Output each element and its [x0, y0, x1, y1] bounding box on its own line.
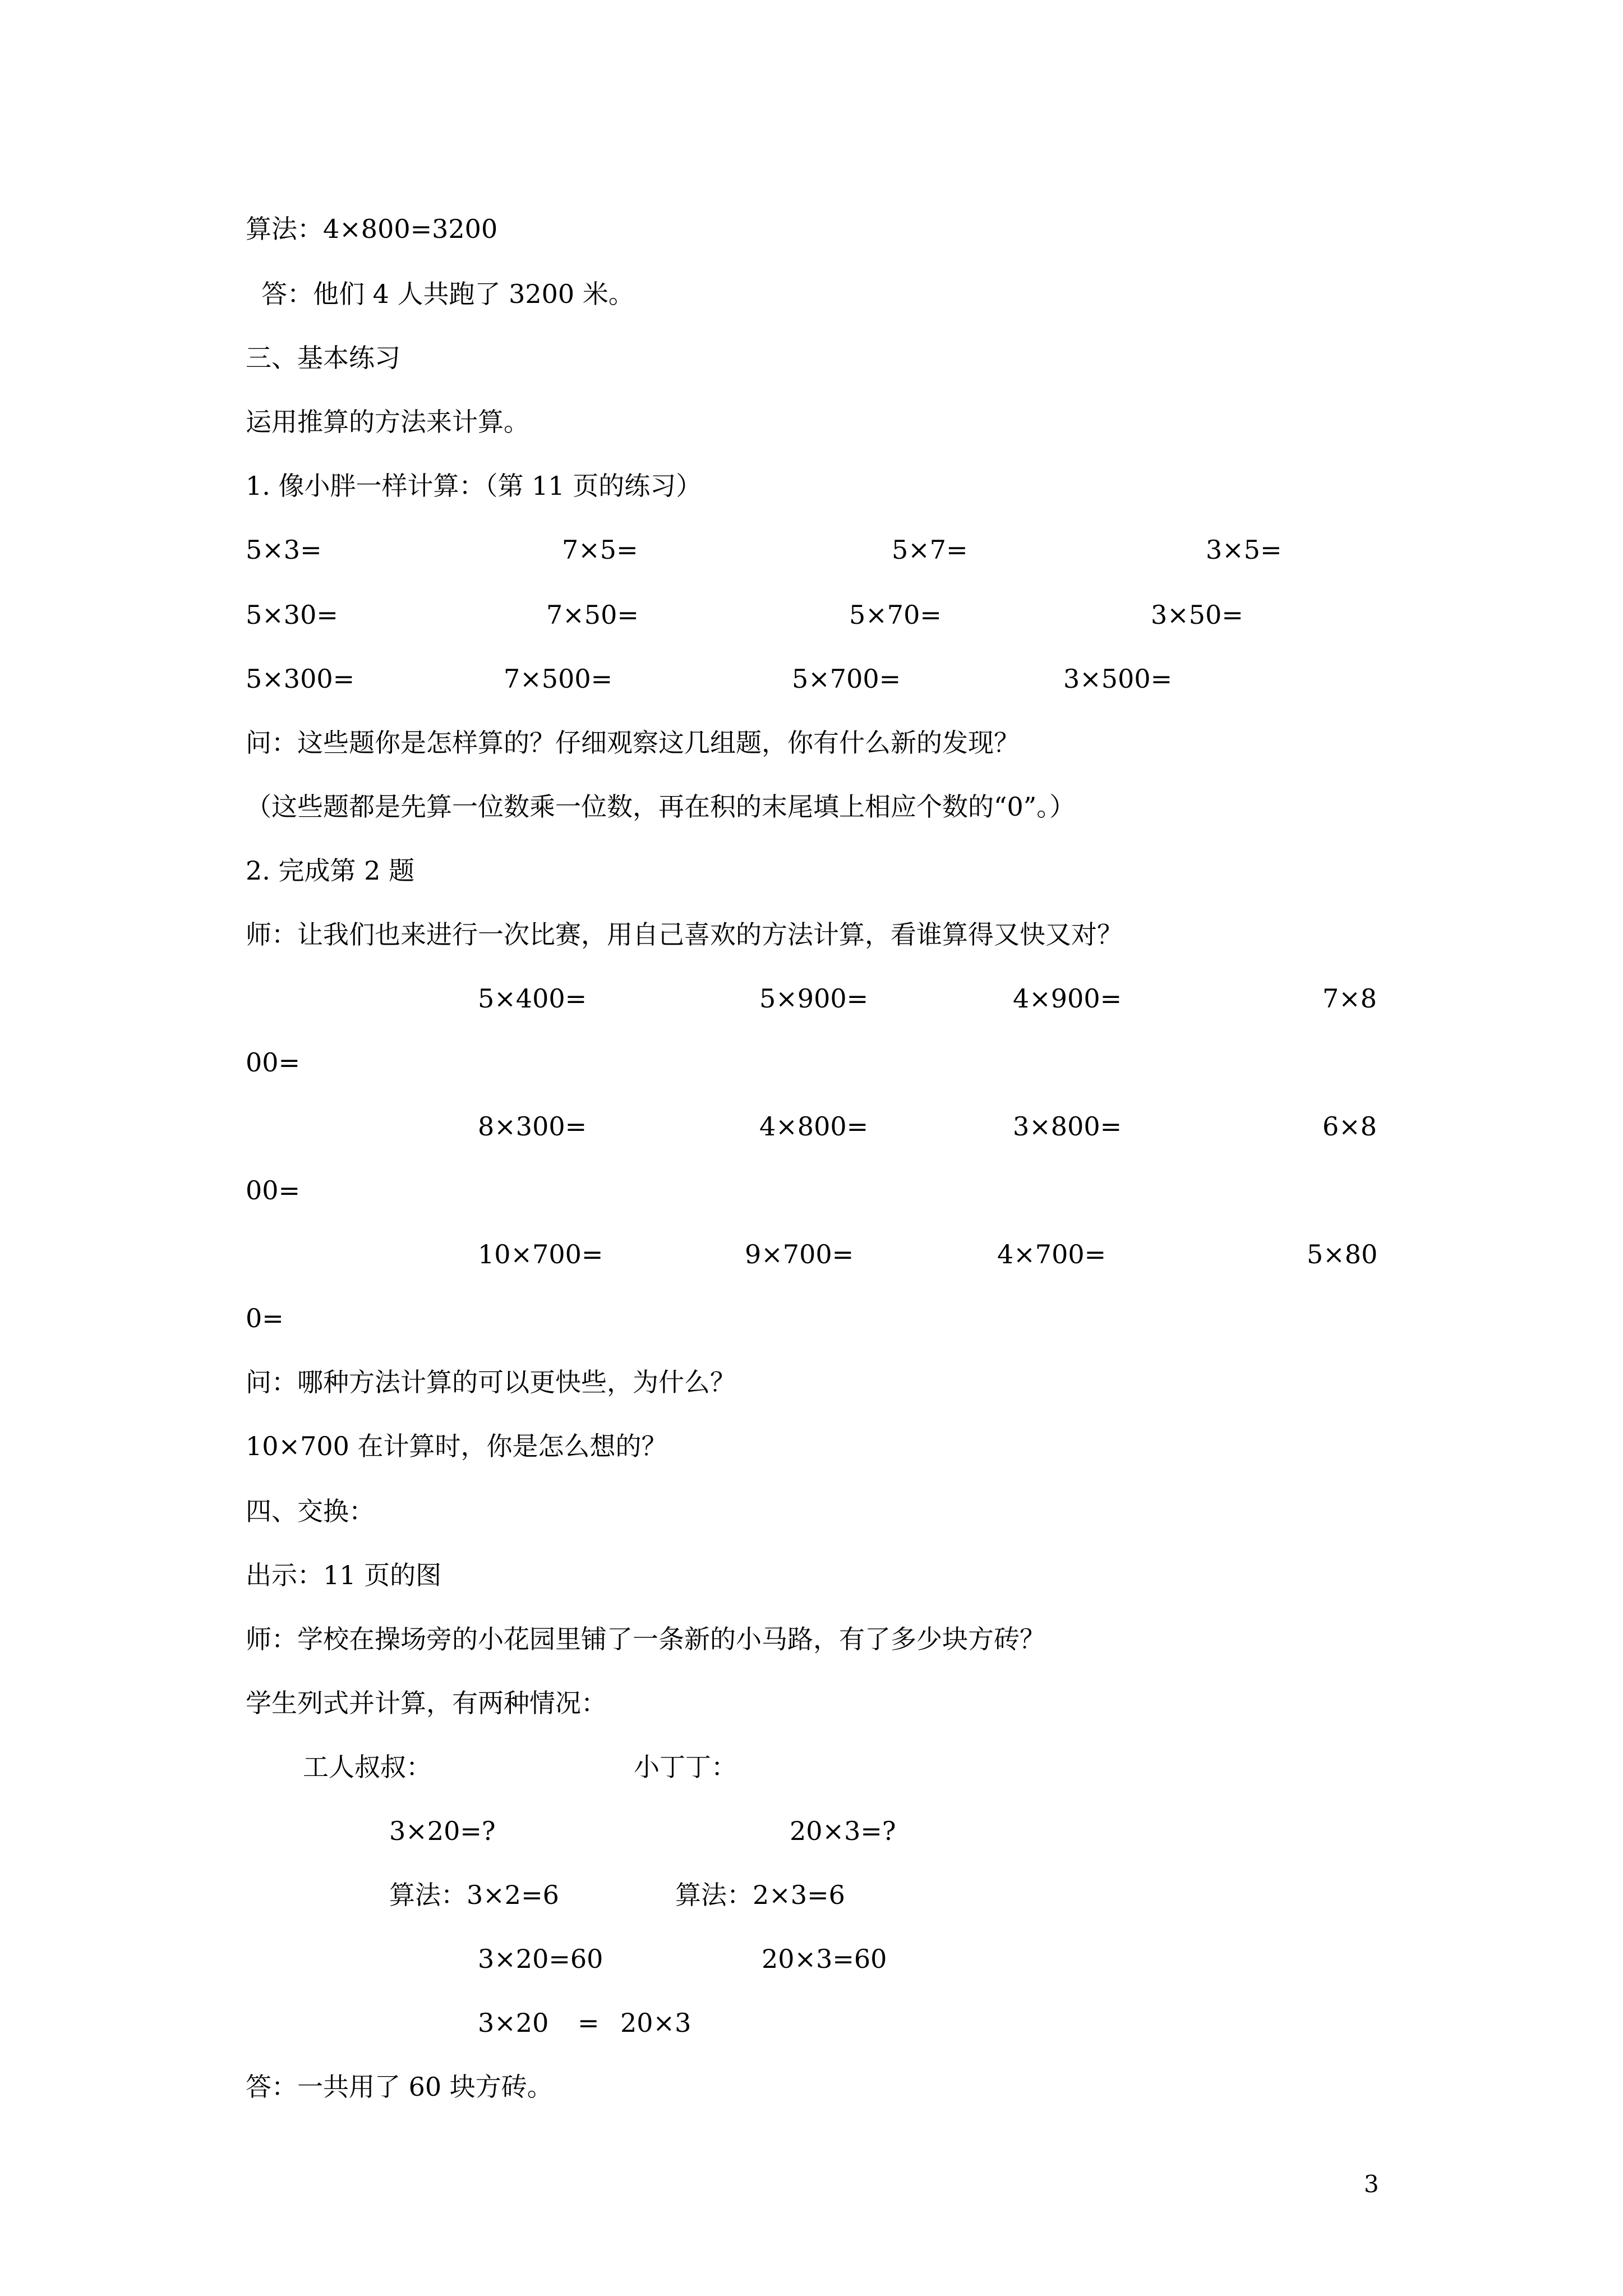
text-line: 运用推算的方法来计算。 — [246, 407, 529, 437]
text-line: 10×700 在计算时，你是怎么想的？ — [246, 1431, 667, 1461]
exercise-item-wrap: 0= — [246, 1303, 284, 1333]
text-line: 问：哪种方法计算的可以更快些，为什么？ — [246, 1367, 736, 1397]
exercise-item: 5×400= — [478, 983, 587, 1014]
section-heading: 四、交换： — [246, 1496, 375, 1526]
text-line: （这些题都是先算一位数乘一位数，再在积的末尾填上相应个数的“0”。） — [246, 792, 1076, 822]
exercise-item: 3×800= — [1013, 1111, 1122, 1142]
text-line: 算法：4×800=3200 — [246, 214, 498, 244]
exercise-item: 4×900= — [1013, 983, 1122, 1014]
equation-left: 3×20 — [478, 2008, 549, 2038]
equation-sign: = — [578, 2008, 600, 2038]
exercise-item: 4×800= — [759, 1111, 869, 1142]
exercise-item: 4×700= — [997, 1239, 1106, 1269]
text-line: 问：这些题你是怎样算的？仔细观察这几组题，你有什么新的发现？ — [246, 728, 1020, 758]
exercise-item: 10×700= — [478, 1239, 603, 1269]
exercise-item: 5×70= — [849, 600, 942, 630]
exercise-item: 5×300= — [246, 664, 355, 694]
text-line: 1. 像小胖一样计算：（第 11 页的练习） — [246, 471, 702, 501]
exercise-item: 3×500= — [1063, 664, 1173, 694]
text-line: 学生列式并计算，有两种情况： — [246, 1688, 607, 1718]
exercise-item-wrap: 00= — [246, 1175, 301, 1205]
exercise-item: 5×7= — [892, 535, 968, 565]
exercise-item: 7×500= — [504, 664, 613, 694]
equation-right: 20×3 — [620, 2008, 691, 2038]
exercise-item: 3×5= — [1206, 535, 1282, 565]
exercise-item-wrap: 00= — [246, 1047, 301, 1078]
text-line: 2. 完成第 2 题 — [246, 855, 415, 886]
exercise-item: 5×700= — [792, 664, 901, 694]
left-result: 3×20=60 — [478, 1944, 603, 1974]
exercise-item: 5×3= — [246, 535, 322, 565]
exercise-item: 9×700= — [745, 1239, 854, 1269]
xiaodingding-label: 小丁丁： — [634, 1752, 737, 1782]
page-number: 3 — [1364, 2170, 1379, 2198]
text-line: 答：一共用了 60 块方砖。 — [246, 2072, 553, 2102]
right-expression: 20×3=? — [790, 1816, 896, 1846]
exercise-item: 8×300= — [478, 1111, 587, 1142]
left-method: 算法：3×2=6 — [389, 1880, 559, 1910]
exercise-item: 5×30= — [246, 600, 338, 630]
exercise-item: 6×8 — [1322, 1111, 1377, 1142]
worker-label: 工人叔叔： — [303, 1752, 432, 1782]
exercise-item: 7×50= — [546, 600, 639, 630]
exercise-item: 5×80 — [1307, 1239, 1378, 1269]
left-expression: 3×20=? — [389, 1816, 496, 1846]
section-heading: 三、基本练习 — [246, 343, 400, 373]
exercise-item: 7×8 — [1322, 983, 1377, 1014]
text-line: 师：学校在操场旁的小花园里铺了一条新的小马路，有了多少块方砖？ — [246, 1624, 1045, 1654]
exercise-item: 5×900= — [759, 983, 869, 1014]
exercise-item: 7×5= — [562, 535, 638, 565]
exercise-item: 3×50= — [1151, 600, 1243, 630]
text-line: 师：让我们也来进行一次比赛，用自己喜欢的方法计算，看谁算得又快又对？ — [246, 919, 1123, 950]
right-method: 算法：2×3=6 — [675, 1880, 845, 1910]
text-line: 答：他们 4 人共跑了 3200 米。 — [261, 279, 634, 309]
text-line: 出示：11 页的图 — [246, 1560, 442, 1590]
right-result: 20×3=60 — [762, 1944, 887, 1974]
